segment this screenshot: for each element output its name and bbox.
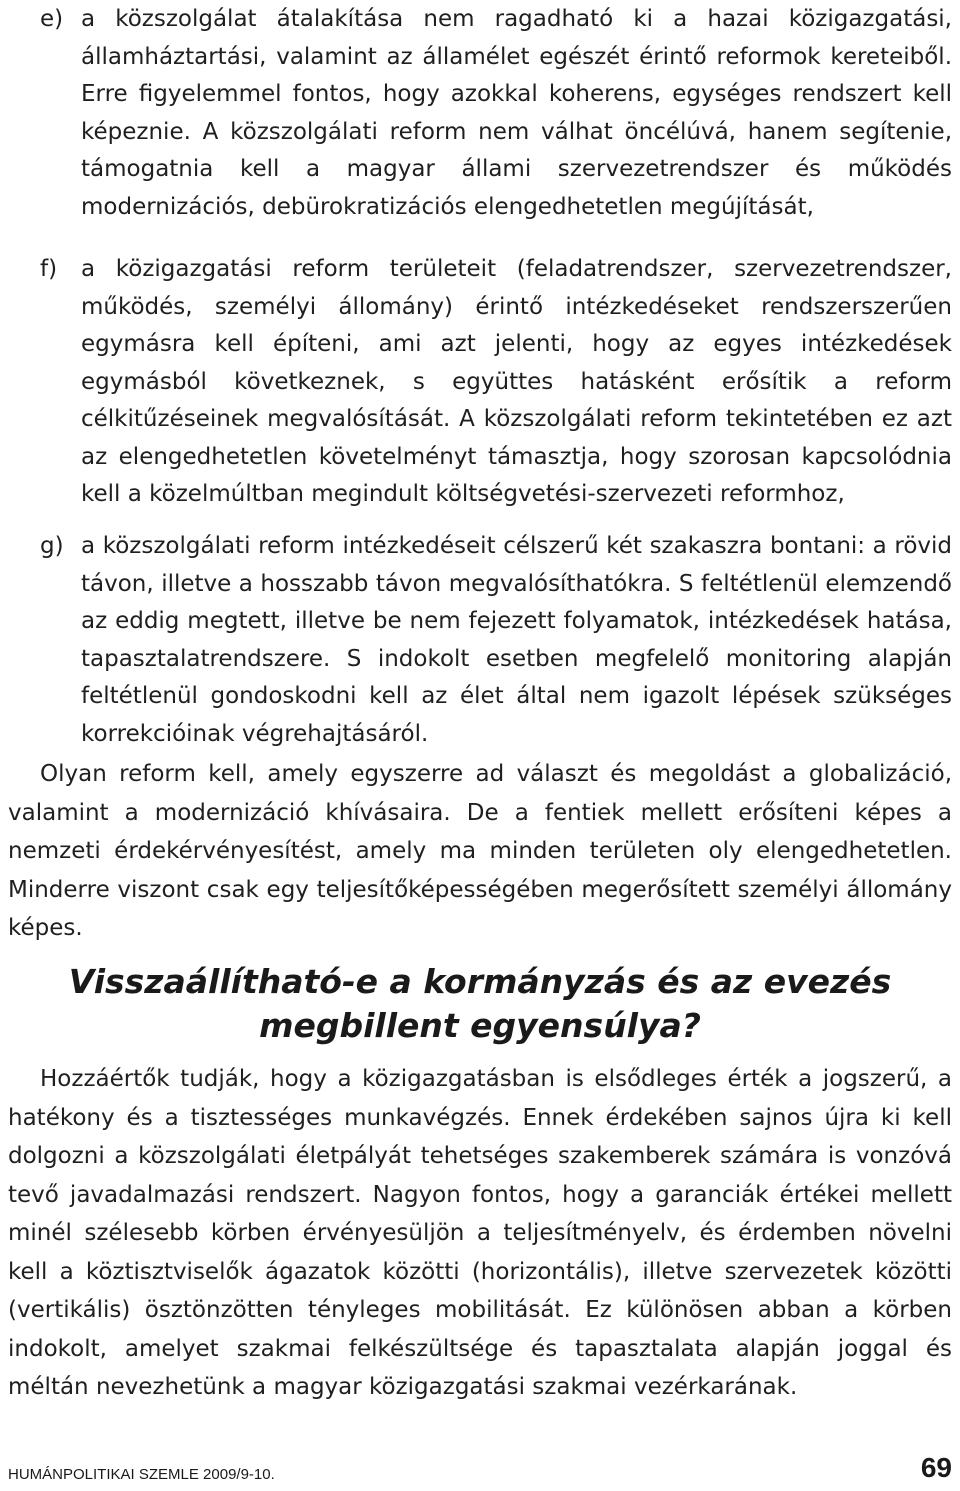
list-marker: e) xyxy=(40,6,64,32)
list-item-f xyxy=(40,251,952,514)
list-item-g xyxy=(40,528,952,753)
page-number: 69 xyxy=(920,1452,952,1483)
section-heading: Visszaállítható-e a kormányzás és az evezés megbillent egyensúlya? xyxy=(68,962,892,1045)
body-paragraph: Olyan reform kell, amely egyszerre ad választ és megoldást a globalizáció, valamint a modernizáció khívásaira. De a fentiek mellett erősíteni képes a nemzeti érdekérvényesítést, amely ma minden területen oly elengedhetetlen. Minderre viszont csak egy teljesítőképességében megerősített személyi állomány képes. xyxy=(8,761,952,941)
list-item-text: a közigazgatási reform területeit (feladatrendszer, szervezetrendszer, működés, személyi állomány) érintő intézkedéseket rendszerszerűen egymásra kell építeni, ami azt jelenti, hogy az egyes intézkedések egymásból következnek, s együttes hatásként erősítik a reform célkitűzéseinek megvalósítását. A közszolgálati reform tekintetében ez azt az elengedhetetlen követelményt támasztja, hogy szorosan kapcsolódnia kell a közelmúltban megindult költségvetési-szervezeti reformhoz, xyxy=(81,256,952,507)
body-paragraph: Hozzáértők tudják, hogy a közigazgatásban is elsődleges érték a jogszerű, a hatékony és a tisztességes munkavégzés. Ennek érdekében sajnos újra ki kell dolgozni a közszolgálati életpályát tehetséges szakemberek számára is vonzóvá tevő javadalmazási rendszert. Nagyon fontos, hogy a garanciák értékei mellett minél szélesebb körben érvényesüljön a teljesítményelv, és érdemben növelni kell a köztisztviselők ágazatok közötti (horizontális), illetve szervezetek közötti (vertikális) ösztönzötten tényleges mobilitását. Ez különösen abban a körben indokolt, amelyet szakmai felkészültsége és tapasztalata alapján joggal és méltán nevezhetünk a magyar közigazgatási szakmai vezérkarának. xyxy=(8,1066,952,1400)
list-item-e xyxy=(40,1,952,226)
list-marker: g) xyxy=(40,533,64,559)
journal-title: HUMÁNPOLITIKAI SZEMLE 2009/9-10. xyxy=(8,1466,275,1483)
list-marker: f) xyxy=(40,256,58,282)
list-item-text: a közszolgálat átalakítása nem ragadható ki a hazai közigazgatási, államháztartási, valamint az államélet egészét érintő reformok kereteiből. Erre figyelemmel fontos, hogy azokkal koherens, egységes rendszert kell képeznie. A közszolgálati reform nem válhat öncélúvá, hanem segítenie, támogatnia kell a magyar állami szervezetrendszer és működés modernizációs, debürokratizációs elengedhetetlen megújítását, xyxy=(81,6,952,220)
list-item-text: a közszolgálati reform intézkedéseit célszerű két szakaszra bontani: a rövid távon, illetve a hosszabb távon megvalósíthatókra. S feltétlenül elemzendő az eddig megtett, illetve be nem fejezett folyamatok, intézkedések hatása, tapasztalatrendszere. S indokolt esetben megfelelő monitoring alapján feltétlenül gondoskodni kell az élet által nem igazolt lépések szükséges korrekcióinak végrehajtásáról. xyxy=(81,533,952,747)
